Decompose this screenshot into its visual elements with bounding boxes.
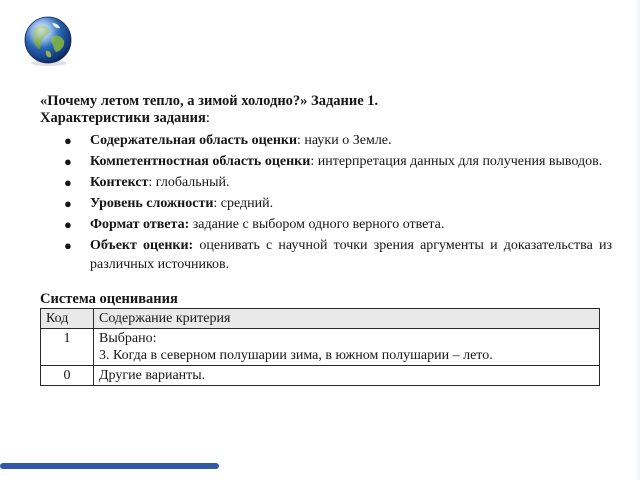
scoring-line: Другие варианты. [99,368,206,383]
slide-edge-shade [634,0,640,480]
criteria-value: : глобальный. [148,175,230,190]
criteria-value: задание с выбором одного верного ответа. [189,217,445,232]
scoring-header-code: Код [41,309,94,329]
task-characteristics-heading [40,110,612,127]
criteria-value: : интерпретация данных для получения выводов. [310,154,603,169]
bullet-icon: ● [64,175,72,190]
task-characteristics-colon: : [205,110,210,126]
scoring-line: Выбрано: [99,331,157,346]
accent-bar [0,463,219,469]
scoring-code-cell: 1 [41,329,94,366]
criteria-key: Содержательная область оценки [90,133,298,148]
scoring-header-row [41,309,600,329]
criteria-item-assessment-object [40,236,612,274]
bullet-icon: ● [64,217,72,232]
criteria-key: Компетентностная область оценки [90,154,311,169]
table-row [41,329,600,366]
bullet-icon: ● [64,238,72,253]
bullet-icon: ● [64,154,72,169]
criteria-item-competency-area [40,152,612,171]
criteria-key: Объект оценки: [90,238,194,253]
criteria-item-answer-format [40,215,612,234]
criteria-key: Контекст [90,175,149,190]
globe-icon [22,15,74,67]
scoring-code-cell: 0 [41,366,94,386]
criteria-item-difficulty [40,194,612,213]
scoring-title: Система оценивания [40,291,178,307]
bullet-icon: ● [64,196,72,211]
criteria-item-content-area [40,131,612,150]
scoring-content-cell [94,329,600,366]
criteria-value: оценивать с научной точки зрения аргументы и доказательства из различных источников. [90,238,612,272]
task-title: «Почему летом тепло, а зимой холодно?» Задание 1. [40,93,379,109]
scoring-header-content: Содержание критерия [94,309,600,329]
scoring-content-cell [94,366,600,386]
table-row [41,366,600,386]
criteria-value: : науки о Земле. [297,133,392,148]
criteria-key: Формат ответа: [90,217,190,232]
criteria-value: : средний. [213,196,274,211]
scoring-table [40,308,600,386]
scoring-line: 3. Когда в северном полушарии зима, в южном полушарии – лето. [99,348,493,363]
bullet-icon: ● [64,133,72,148]
criteria-key: Уровень сложности [90,196,214,211]
task-document [40,93,612,386]
task-characteristics-label: Характеристики задания [40,110,206,126]
criteria-list [40,131,612,274]
criteria-item-context [40,173,612,192]
